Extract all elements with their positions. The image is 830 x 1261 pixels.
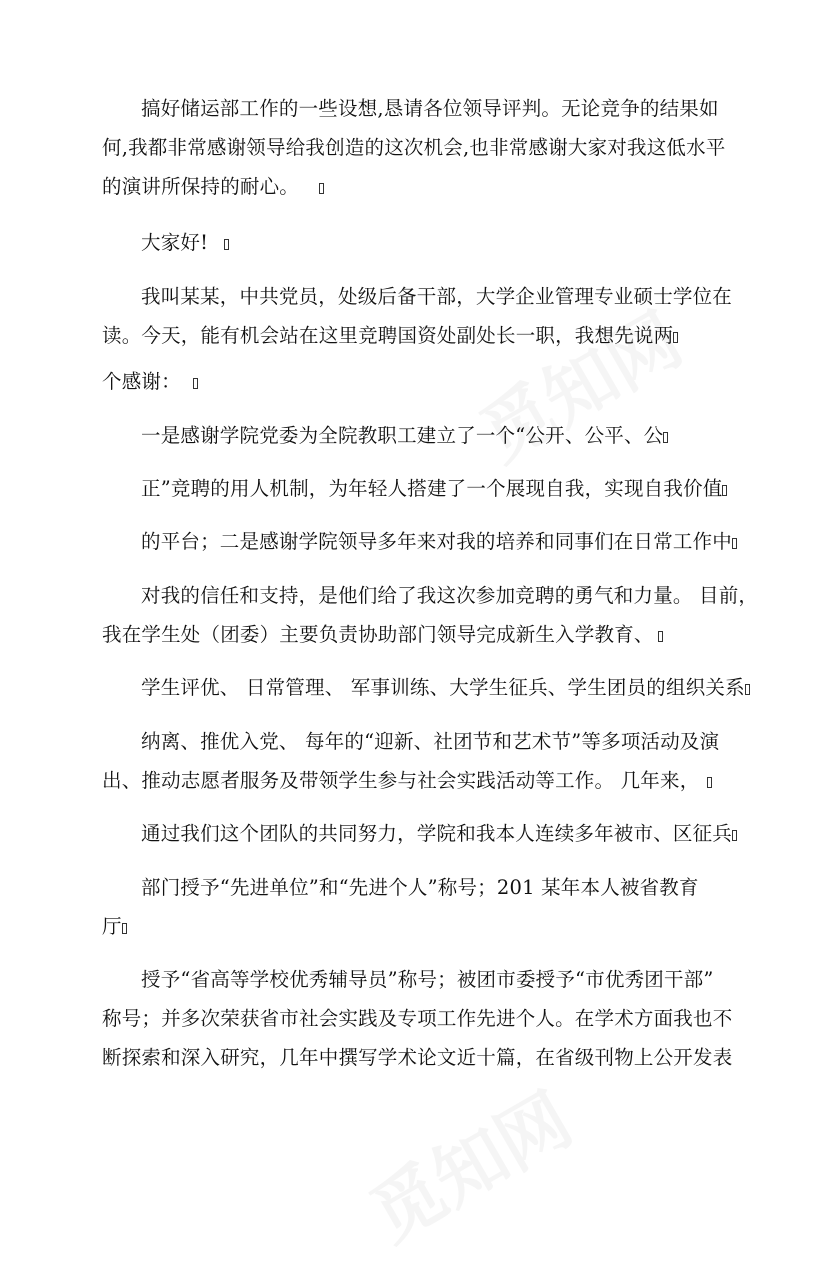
text-line: 何,我都非常感谢领导给我创造的这次机会,也非常感谢大家对我这低水平 (102, 136, 726, 159)
paragraph-mark (658, 631, 663, 642)
text-line: 授予“省高等学校优秀辅导员”称号；被团市委授予“市优秀团干部” (141, 968, 714, 991)
text-line: 大家好! (141, 231, 229, 255)
watermark-bottom (348, 1063, 587, 1261)
paragraph-mark (319, 183, 324, 194)
text-line: 个感谢： (102, 370, 198, 394)
text-line: 厅 (102, 915, 127, 939)
text-line: 部门授予“先进单位”和“先进个人”称号；201 某年本人被省教育 (141, 876, 699, 899)
paragraph-mark (663, 432, 668, 443)
text-line: 的平台；二是感谢学院领导多年来对我的培养和同事们在日常工作中 (141, 530, 737, 554)
paragraph-mark (732, 538, 737, 549)
paragraph-mark (732, 830, 737, 841)
text-line: 读。今天，能有机会站在这里竞聘国资处副处长一职，我想先说两 (102, 324, 678, 348)
text-line: 一是感谢学院党委为全院教职工建立了一个“公开、公平、公 (141, 424, 668, 448)
paragraph-mark (122, 923, 127, 934)
text-line: 对我的信任和支持，是他们给了我这次参加竞聘的勇气和力量。 目前， (141, 584, 759, 607)
paragraph-mark (193, 378, 198, 389)
paragraph-mark (707, 777, 712, 788)
text-line: 我叫某某，中共党员，处级后备干部，大学企业管理专业硕士学位在 (141, 285, 733, 308)
paragraph-mark (673, 332, 678, 343)
text-line: 称号；并多次荣获省市社会实践及专项工作先进个人。在学术方面我也不 (102, 1007, 733, 1030)
text-line: 出、推动志愿者服务及带领学生参与社会实践活动等工作。 几年来， (102, 769, 712, 793)
text-line: 的演讲所保持的耐心。 (102, 175, 324, 199)
text-line: 断探索和深入研究，几年中撰写学术论文近十篇，在省级刊物上公开发表 (102, 1046, 733, 1069)
text-line: 学生评优、 日常管理、 军事训练、大学生征兵、学生团员的组织关系 (141, 676, 750, 700)
paragraph-mark (224, 239, 229, 250)
text-line: 纳离、推优入党、 每年的“迎新、社团节和艺术节”等多项活动及演 (141, 730, 720, 753)
text-line: 我在学生处（团委）主要负责协助部门领导完成新生入学教育、 (102, 623, 663, 647)
text-line: 搞好储运部工作的一些设想,恳请各位领导评判。无论竞争的结果如 (141, 97, 719, 120)
watermark (458, 283, 697, 481)
text-line: 正”竞聘的用人机制，为年轻人搭建了一个展现自我，实现自我价值 (141, 477, 727, 501)
paragraph-mark (745, 684, 750, 695)
text-line: 通过我们这个团队的共同努力，学院和我本人连续多年被市、区征兵 (141, 822, 737, 846)
paragraph-mark (722, 485, 727, 496)
